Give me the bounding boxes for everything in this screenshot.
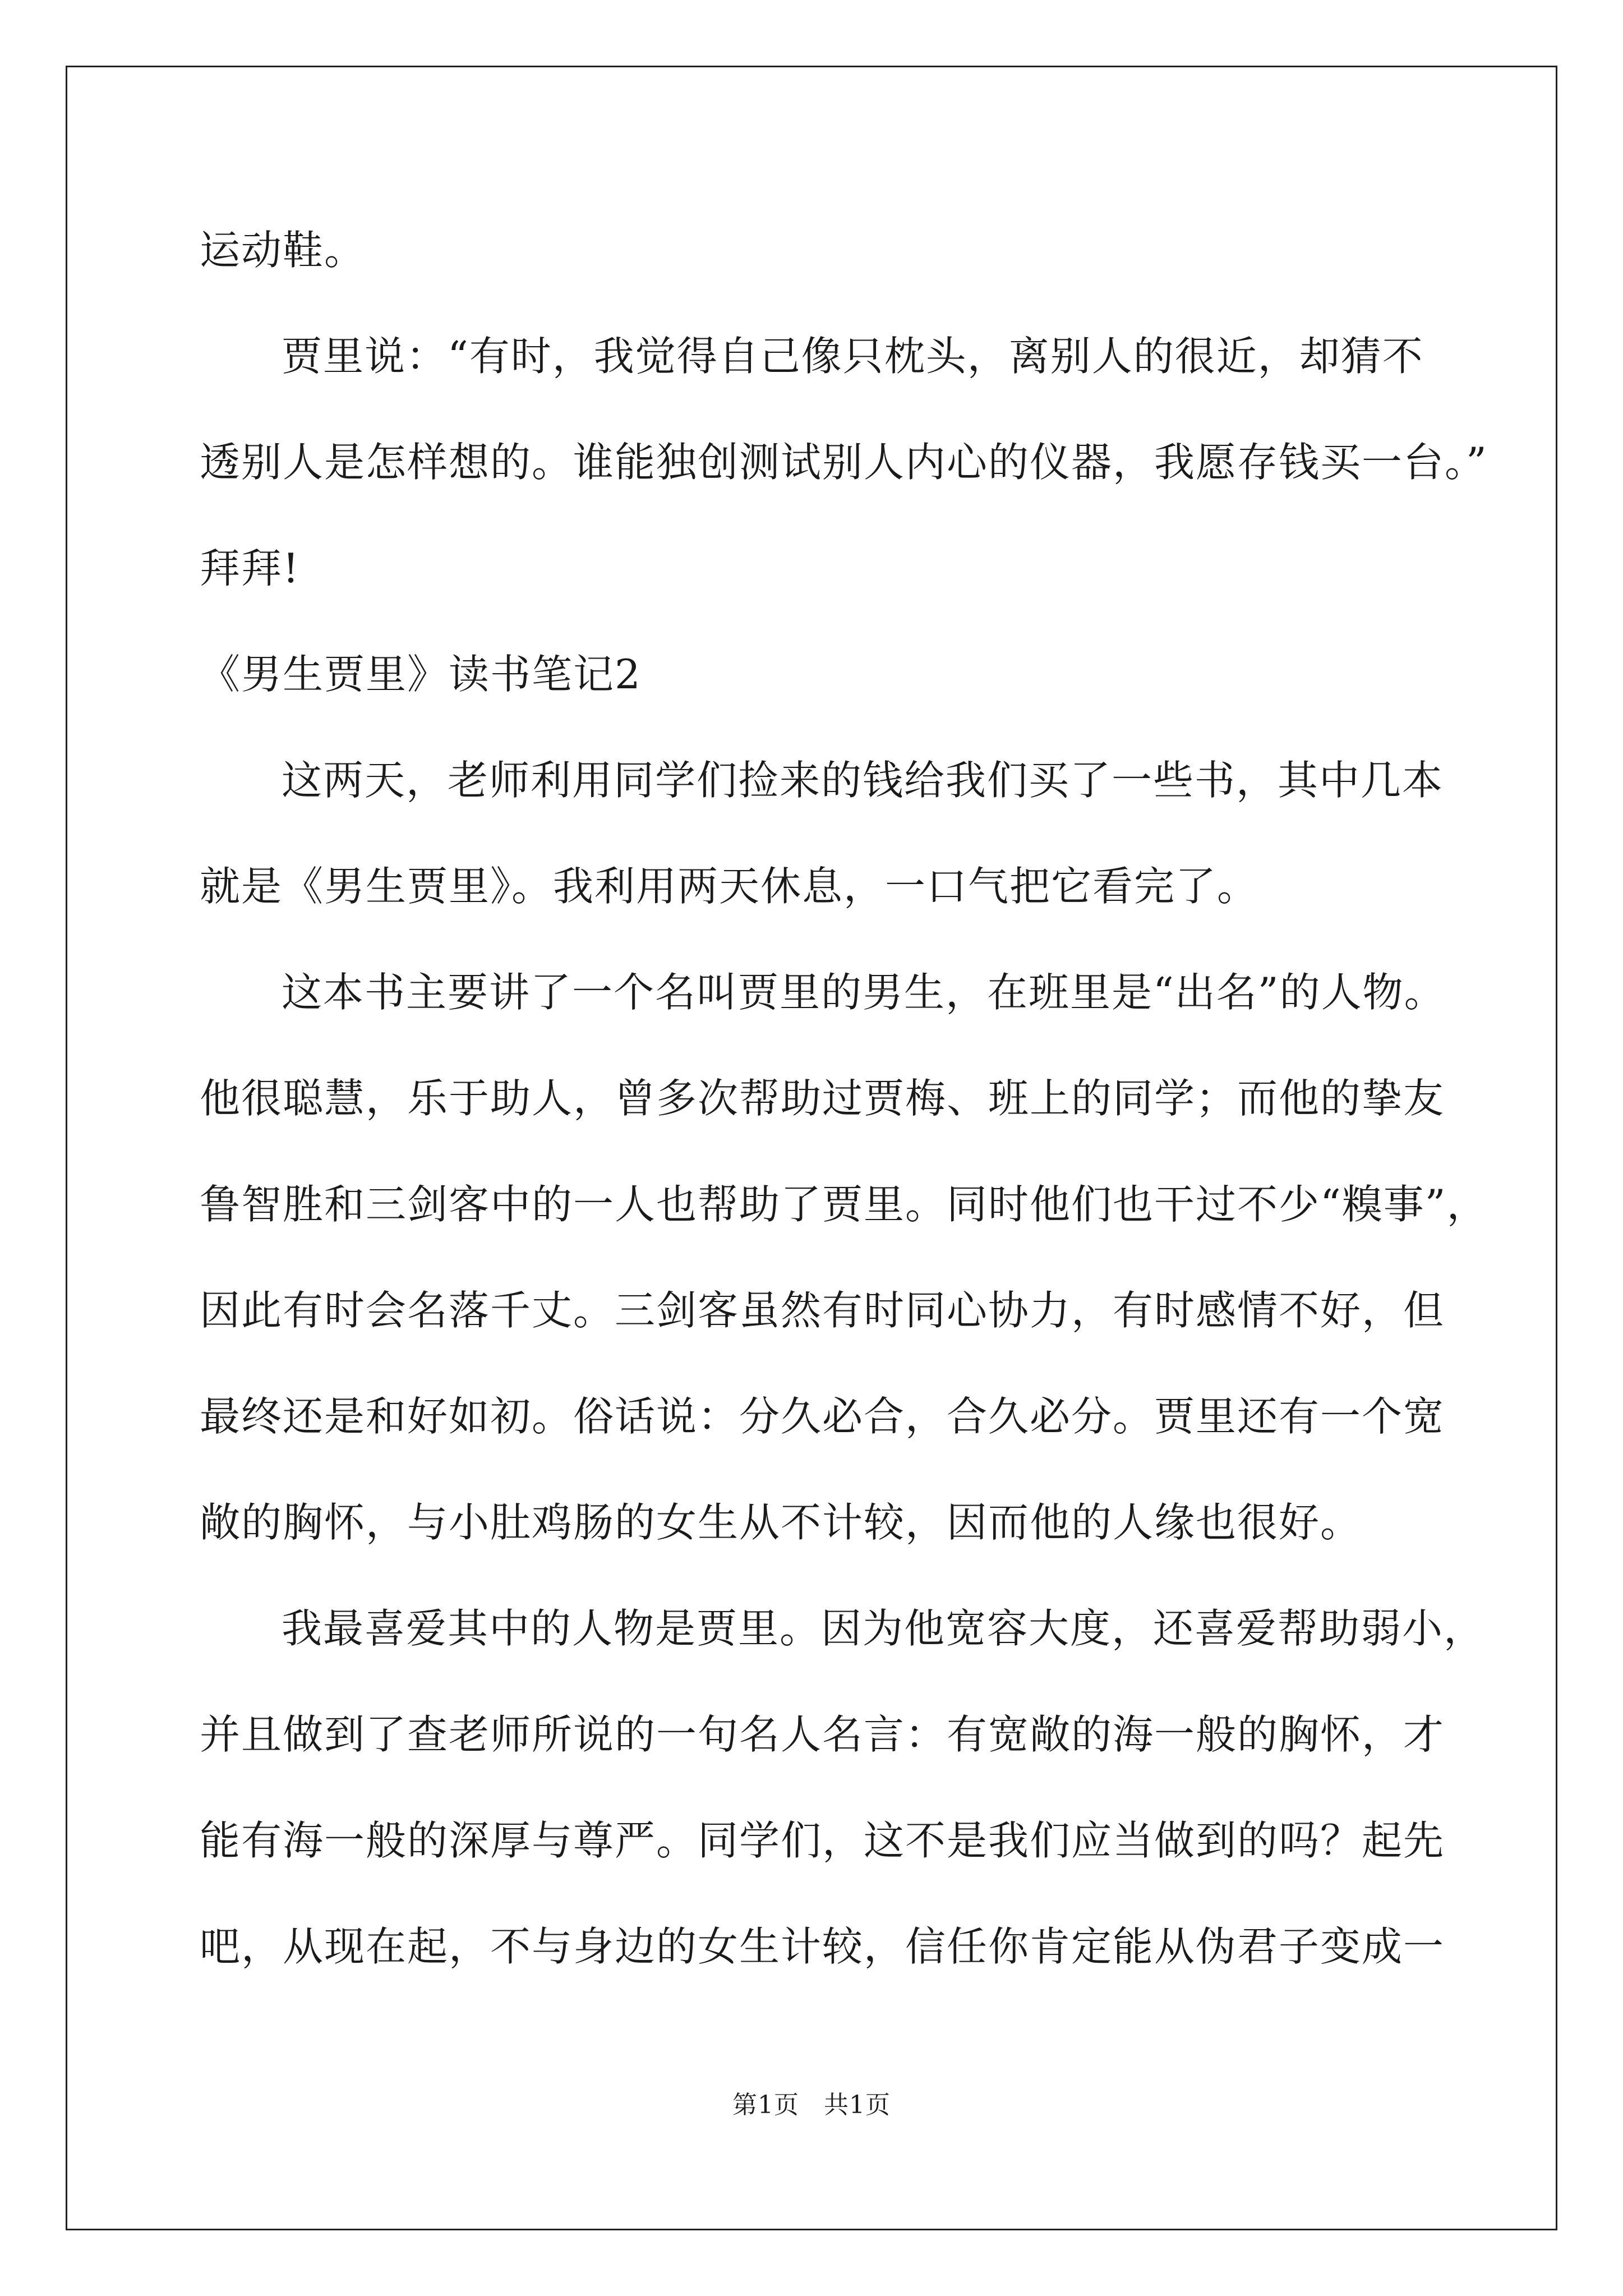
page-total: 共1页 [824,2091,891,2119]
page-border [66,66,1557,2230]
text-line: 运动鞋。 [200,227,366,274]
text-line: 敞的胸怀，与小肚鸡肠的女生从不计较，因而他的人缘也很好。 [200,1499,1362,1546]
text-line: 吧，从现在起，不与身边的女生计较，信任你肯定能从伪君子变成一 [200,1923,1445,1970]
text-line: 能有海一般的深厚与尊严。同学们，这不是我们应当做到的吗？起先 [200,1817,1445,1864]
text-line: 他很聪慧，乐于助人，曾多次帮助过贾梅、班上的同学；而他的挚友 [200,1075,1445,1122]
text-line: 并且做到了查老师所说的一句名人名言：有宽敞的海一般的胸怀，才 [200,1711,1445,1758]
text-line: 我最喜爱其中的人物是贾里。因为他宽容大度，还喜爱帮助弱小， [282,1605,1486,1652]
page-number: 第1页 [732,2091,799,2119]
text-line: 透别人是怎样想的。谁能独创测试别人内心的仪器，我愿存钱买一台。” [200,439,1488,486]
text-line: 拜拜! [200,545,300,592]
text-line: 贾里说：“有时，我觉得自己像只枕头，离别人的很近，却猜不 [282,333,1424,380]
text-line: 这两天，老师利用同学们捡来的钱给我们买了一些书，其中几本 [282,757,1444,804]
text-line: 这本书主要讲了一个名叫贾里的男生，在班里是“出名”的人物。 [282,969,1446,1016]
text-line: 鲁智胜和三剑客中的一人也帮助了贾里。同时他们也干过不少“糗事”， [200,1181,1488,1228]
section-heading: 《男生贾里》读书笔记2 [200,651,642,698]
text-line: 因此有时会名落千丈。三剑客虽然有时同心协力，有时感情不好，但 [200,1287,1445,1334]
text-line: 最终还是和好如初。俗话说：分久必合，合久必分。贾里还有一个宽 [200,1393,1445,1440]
page-footer [0,2090,1623,2121]
text-line: 就是《男生贾里》。我利用两天休息，一口气把它看完了。 [200,863,1259,910]
